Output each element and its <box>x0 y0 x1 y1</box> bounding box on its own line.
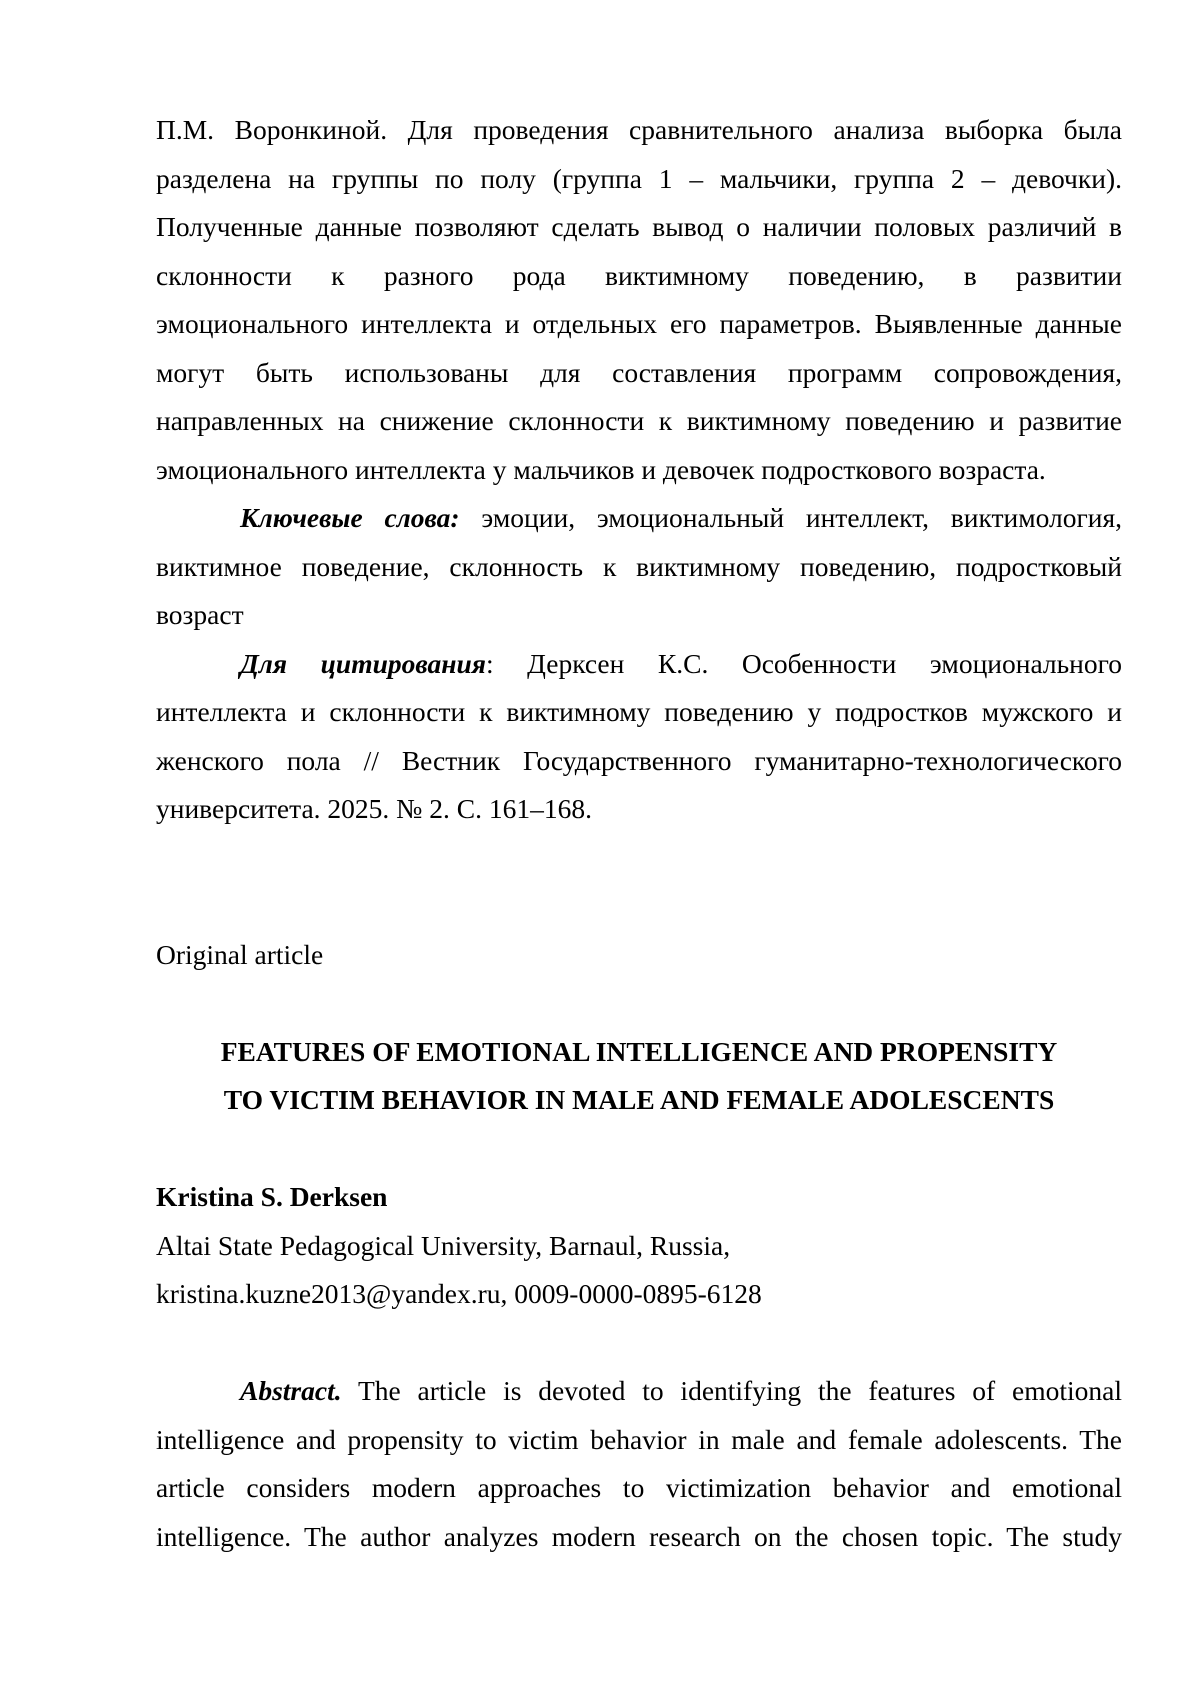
text-line <box>156 640 1122 689</box>
author-contact: kristina.kuzne2013@yandex.ru, 0009-0000-0895-6128 <box>156 1278 762 1309</box>
text-line: женского пола // Вестник Государственного гуманитарно-технологического <box>156 744 1122 776</box>
text-line: разделена на группы по полу (группа 1 – мальчики, группа 2 – девочки). <box>156 162 1122 194</box>
russian-keywords-paragraph <box>156 494 1122 640</box>
author-block <box>156 1173 1122 1319</box>
text-line: возраст <box>156 599 244 630</box>
text-line: article considers modern approaches to victimization behavior and emotional <box>156 1472 1122 1503</box>
russian-continuation-paragraph <box>156 106 1122 494</box>
keywords-text: эмоции, эмоциональный интеллект, виктимология, <box>459 502 1122 533</box>
keywords-label: Ключевые слова: <box>240 502 460 533</box>
spacer <box>156 1125 1122 1174</box>
text-line: интеллекта и склонности к виктимному поведению у подростков мужского и <box>156 696 1122 727</box>
abstract-paragraph <box>156 1367 1122 1561</box>
text-line: эмоционального интеллекта у мальчиков и девочек подросткового возраста. <box>156 453 1046 485</box>
citation-label: Для цитирования <box>240 647 486 679</box>
text-line: могут быть использованы для составления программ сопровождения, <box>156 356 1122 388</box>
text-line: университета. 2025. № 2. С. 161–168. <box>156 793 592 824</box>
text-line: виктимное поведение, склонность к виктимному поведению, подростковый <box>156 550 1122 582</box>
text-line: Полученные данные позволяют сделать вывод о наличии половых различий в <box>156 211 1122 242</box>
text-line: склонности к разного рода виктимному поведению, в развитии <box>156 259 1122 291</box>
text-line: направленных на снижение склонности к виктимному поведению и развитие <box>156 405 1122 436</box>
spacer <box>156 979 1122 1028</box>
text-line: П.М. Воронкиной. Для проведения сравнительного анализа выборка была <box>156 114 1122 145</box>
text-line: intelligence and propensity to victim behavior in male and female adolescents. The <box>156 1423 1122 1455</box>
article-type-label: Original article <box>156 938 324 970</box>
abstract-label: Abstract. <box>240 1375 342 1406</box>
author-affiliation: Altai State Pedagogical University, Barnaul, Russia, <box>156 1229 731 1261</box>
article-title <box>156 1028 1122 1125</box>
text-line <box>156 494 1122 543</box>
spacer <box>156 834 1122 931</box>
text-line <box>156 1367 1122 1416</box>
article-title-line-1: FEATURES OF EMOTIONAL INTELLIGENCE AND PROPENSITY <box>220 1035 1058 1067</box>
russian-citation-paragraph <box>156 640 1122 834</box>
citation-text: : Дерксен К.С. Особенности эмоционального <box>485 647 1122 679</box>
text-line: intelligence. The author analyzes modern research on the chosen topic. The study <box>156 1520 1122 1552</box>
spacer <box>156 1319 1122 1368</box>
text-line: эмоционального интеллекта и отдельных его параметров. Выявленные данные <box>156 308 1122 339</box>
article-title-line-2: TO VICTIM BEHAVIOR IN MALE AND FEMALE ADOLESCENTS <box>223 1084 1055 1115</box>
author-name: Kristina S. Derksen <box>156 1181 388 1212</box>
abstract-text: The article is devoted to identifying the features of emotional <box>341 1375 1122 1406</box>
